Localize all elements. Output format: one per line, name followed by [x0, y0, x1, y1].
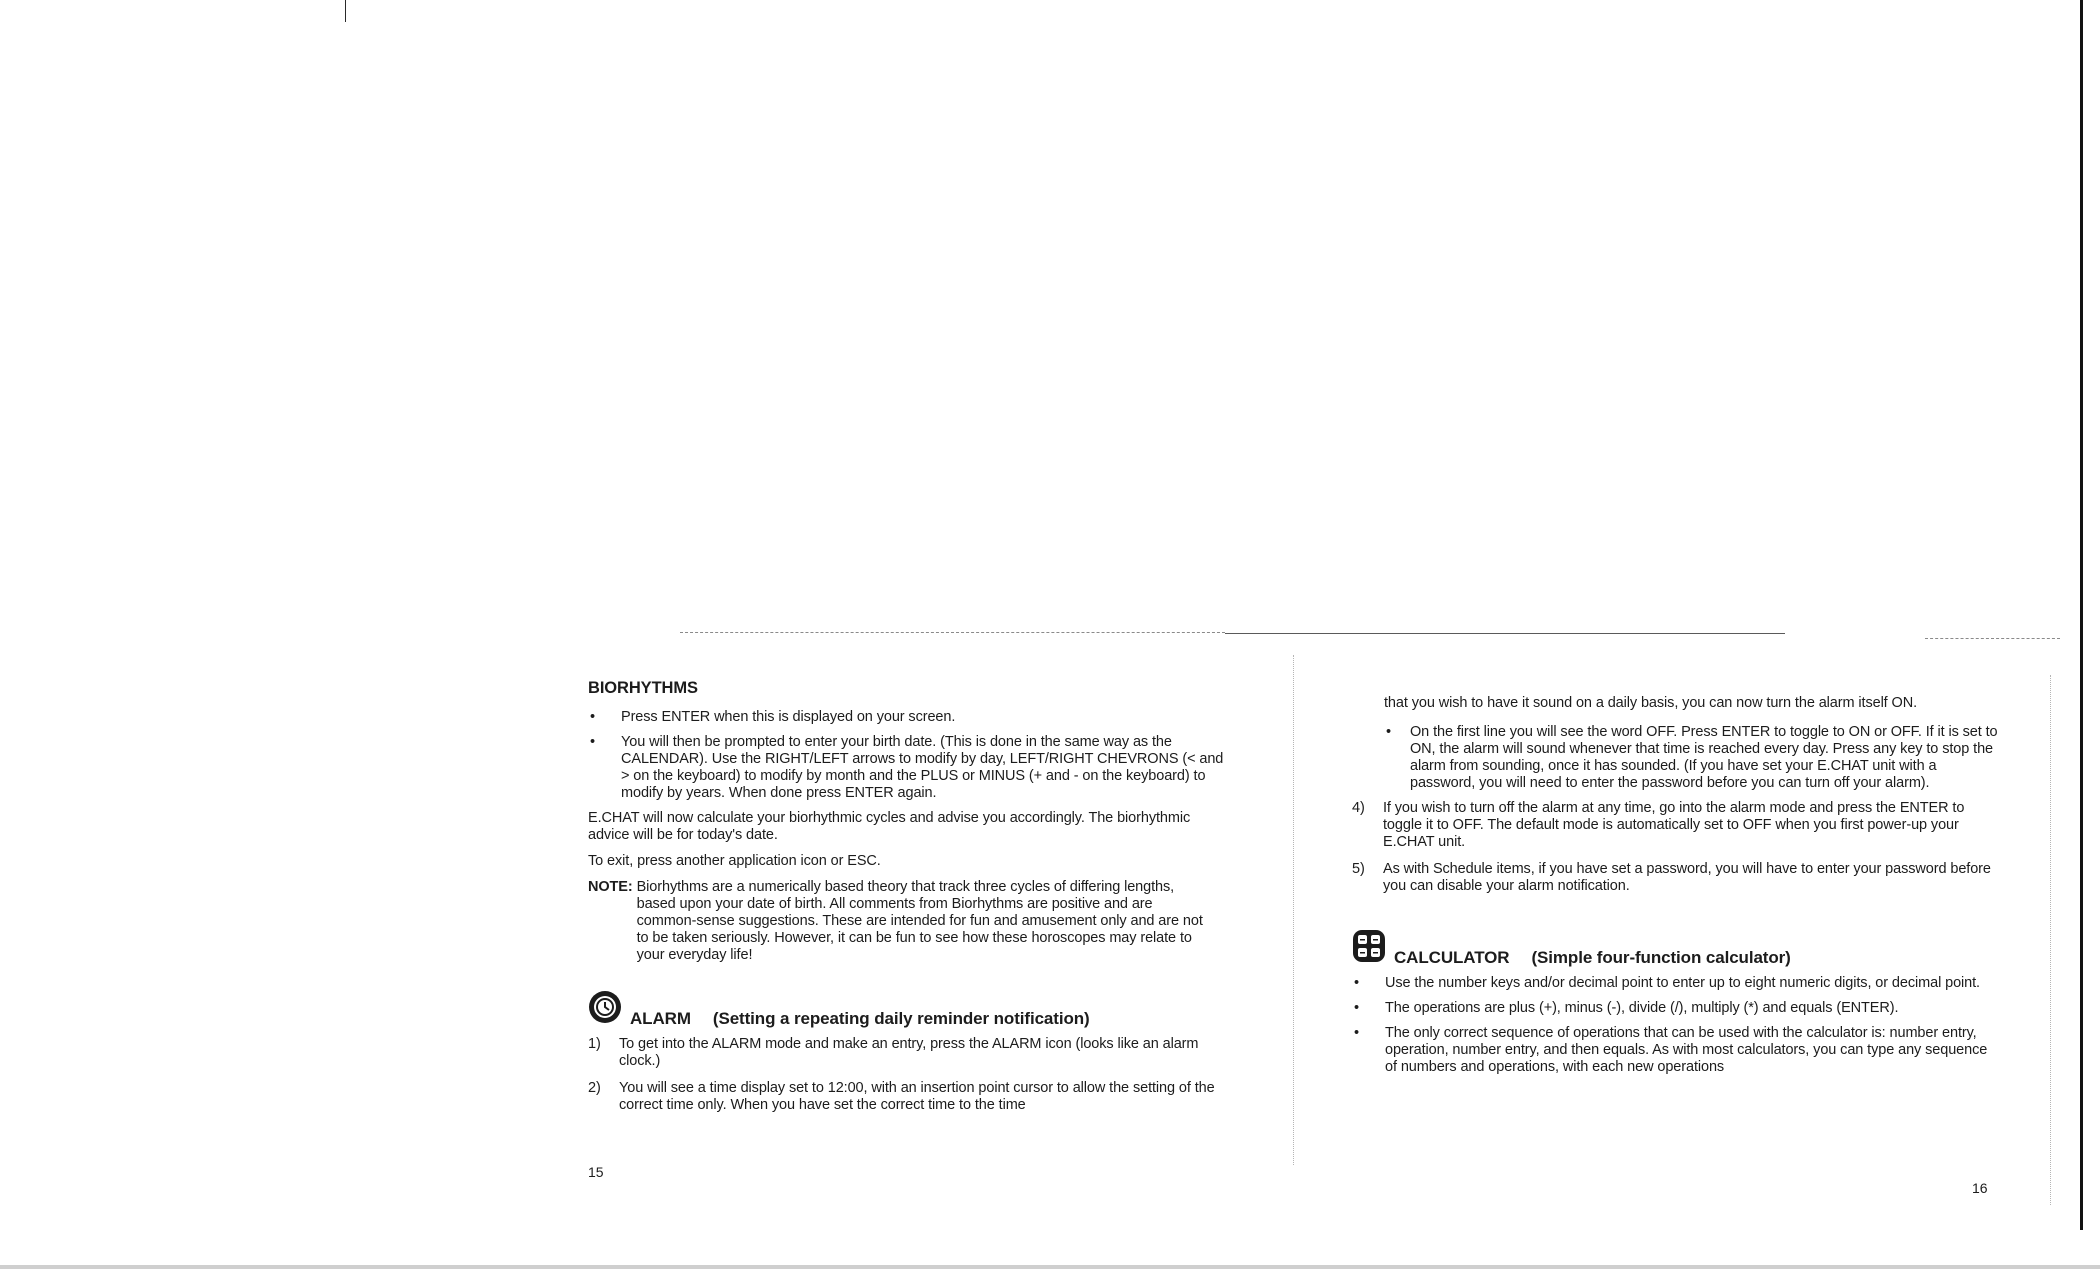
- list-item: • The operations are plus (+), minus (-), divide (/), multiply (*) and equals (ENTER).: [1354, 1000, 1899, 1016]
- alarm-subtitle: (Setting a repeating daily reminder notification): [712, 1009, 1090, 1028]
- list-item: 1) To get into the ALARM mode and make an entry, press the ALARM icon (looks like an alarm clock.): [588, 1036, 1199, 1069]
- bullet-list: [1352, 724, 2000, 792]
- step-number: 1): [588, 1036, 601, 1052]
- calculator-subtitle: (Simple four-function calculator): [1531, 948, 1791, 967]
- alarm-clock-icon: [588, 990, 622, 1027]
- right-page: [1352, 695, 2000, 1084]
- calculator-title: CALCULATOR: [1394, 948, 1510, 967]
- left-page: [588, 680, 1228, 1124]
- page-number: 16: [1972, 1180, 1988, 1196]
- paragraph: To exit, press another application icon or ESC.: [588, 853, 881, 869]
- list-item: • The only correct sequence of operations that can be used with the calculator is: number entry, operation, number entry, and then equals. As with most calculators, you can type any sequence of numbers and operations, with each new operations: [1354, 1025, 1988, 1075]
- bullet-icon: •: [1386, 724, 1391, 740]
- section-heading: BIORHYTHMS: [588, 679, 698, 697]
- bullet-icon: •: [590, 709, 595, 725]
- list-item: • You will then be prompted to enter your birth date. (This is done in the same way as the CALENDAR). Use the RIGHT/LEFT arrows to modify by day, LEFT/RIGHT CHEVRONS (< and > on the keyboard) to modify by month and the PLUS or MINUS (+ and - on the keyboard) to modify by years. When done press ENTER again.: [590, 734, 1224, 801]
- fold-line: [1925, 638, 2060, 639]
- scan-mark: [345, 0, 346, 22]
- list-item: 2) You will see a time display set to 12:00, with an insertion point cursor to allow the setting of the correct time only. When you have set the correct time to the time: [588, 1080, 1215, 1113]
- note-label: NOTE:: [588, 879, 633, 895]
- fold-line: [680, 632, 1225, 633]
- step-number: 5): [1352, 861, 1365, 877]
- paragraph: that you wish to have it sound on a daily basis, you can now turn the alarm itself ON.: [1384, 695, 1918, 711]
- paragraph: E.CHAT will now calculate your biorhythmic cycles and advise you accordingly. The biorhythmic advice will be for today's date.: [588, 810, 1191, 843]
- step-list: [1352, 800, 2000, 895]
- bullet-list: [588, 709, 1228, 802]
- step-list: [588, 1036, 1228, 1114]
- bullet-icon: •: [1354, 975, 1359, 991]
- note-block: [588, 879, 1228, 964]
- page-edge: [2080, 0, 2083, 1230]
- note-body: Biorhythms are a numerically based theory that track three cycles of differing lengths, based upon your date of birth. All comments from Biorhythms are positive and are common-sense suggestions. These are intended for fun and amusement only and are not to be taken seriously. However, it can be fun to see how these horoscopes may relate to your everyday life!: [636, 879, 1203, 963]
- bullet-icon: •: [1354, 1025, 1359, 1041]
- list-item: 5) As with Schedule items, if you have set a password, you will have to enter your password before you can disable your alarm notification.: [1352, 861, 1991, 894]
- list-item: • Use the number keys and/or decimal point to enter up to eight numeric digits, or decimal point.: [1354, 975, 1980, 991]
- page-number: 15: [588, 1164, 604, 1180]
- alarm-title: ALARM: [630, 1009, 691, 1028]
- alarm-heading: [588, 990, 1228, 1027]
- bullet-icon: •: [590, 734, 595, 750]
- fold-line: [1225, 633, 1785, 634]
- bullet-icon: •: [1354, 1000, 1359, 1016]
- list-item: 4) If you wish to turn off the alarm at any time, go into the alarm mode and press the ENTER to toggle it to OFF. The default mode is automatically set to OFF when you first power-up your E.CHAT unit.: [1352, 800, 1965, 850]
- calculator-icon: [1352, 929, 1386, 966]
- step-number: 4): [1352, 800, 1365, 816]
- scan-border: [0, 1265, 2100, 1269]
- list-item: • Press ENTER when this is displayed on your screen.: [590, 709, 956, 725]
- list-item: • On the first line you will see the word OFF. Press ENTER to toggle to ON or OFF. If it is set to ON, the alarm will sound whenever that time is reached every day. Press any key to stop the alarm from sounding, once it has sounded. (If you have set your E.CHAT unit with a password, you will need to enter the password before you can turn off your alarm).: [1386, 724, 1998, 791]
- bullet-list: [1352, 975, 2000, 1076]
- edge-dots: [2050, 675, 2051, 1205]
- step-number: 2): [588, 1080, 601, 1096]
- calculator-heading: [1352, 929, 2000, 966]
- gutter-dots: [1293, 655, 1294, 1165]
